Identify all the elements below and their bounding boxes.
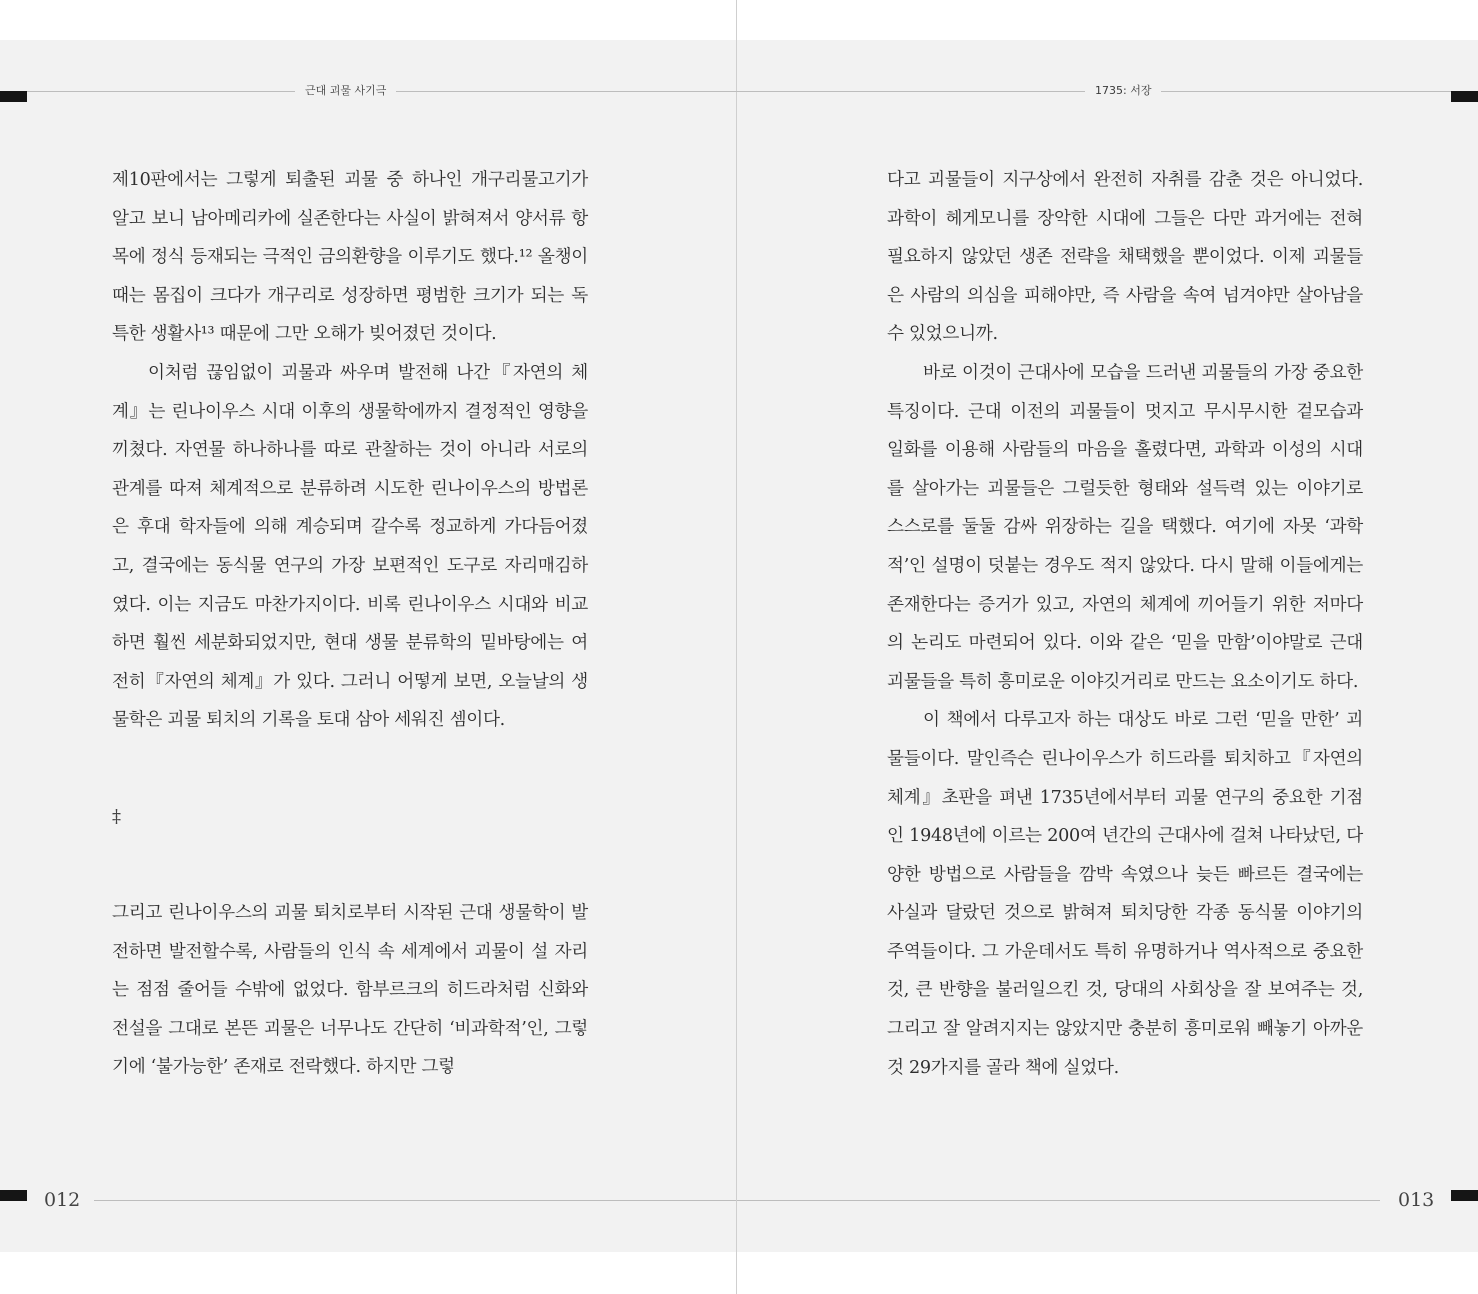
crop-mark-top-right xyxy=(1451,91,1478,102)
right-paragraph-1: 다고 괴물들이 지구상에서 완전히 자취를 감춘 것은 아니었다. 과학이 헤게모니를 장악한 시대에 그들은 다만 과거에는 전혀 필요하지 않았던 생존 전략을 채택했을 뿐이었다. 이제 괴물들은 사람의 의심을 피해야만, 즉 사람을 속여 넘겨야만 살아남을 수 있었으니까. xyxy=(887,170,1363,345)
left-running-head: 근대 괴물 사기극 xyxy=(295,83,396,99)
right-paragraph-2: 바로 이것이 근대사에 모습을 드러낸 괴물들의 가장 중요한 특징이다. 근대 이전의 괴물들이 멋지고 무시무시한 겉모습과 일화를 이용해 사람들의 마음을 홀렸다면, 과학과 이성의 시대를 살아가는 괴물들은 그럴듯한 형태와 설득력 있는 이야기로 스스로를 둘둘 감싸 위장하는 길을 택했다. 여기에 자못 ‘과학적’인 설명이 덧붙는 경우도 적지 않았다. 다시 말해 이들에게는 존재한다는 증거가 있고, 자연의 체계에 끼어들기 위한 저마다의 논리도 마련되어 있다. 이와 같은 ‘믿을 만함’이야말로 근대 괴물들을 특히 흥미로운 이야깃거리로 만드는 요소이기도 하다. xyxy=(887,362,1363,692)
left-paragraph-3: 그리고 린나이우스의 괴물 퇴치로부터 시작된 근대 생물학이 발전하면 발전할수록, 사람들의 인식 속 세계에서 괴물이 설 자리는 점점 줄어들 수밖에 없었다. 함부르크의 히드라처럼 신화와 전설을 그대로 본뜬 괴물은 너무나도 간단히 ‘비과학적’인, 그렇기에 ‘불가능한’ 존재로 전락했다. 하지만 그렇 xyxy=(112,902,588,1078)
right-paragraph-3: 이 책에서 다루고자 하는 대상도 바로 그런 ‘믿을 만한’ 괴물들이다. 말인즉슨 린나이우스가 히드라를 퇴치하고『자연의 체계』초판을 펴낸 1735년에서부터 괴물 연구의 중요한 기점인 1948년에 이르는 200여 년간의 근대사에 걸쳐 나타났던, 다양한 방법으로 사람들을 깜박 속였으나 늦든 빠르든 결국에는 사실과 달랐던 것으로 밝혀져 퇴치당한 각종 동식물 이야기의 주역들이다. 그 가운데서도 특히 유명하거나 역사적으로 중요한 것, 큰 반향을 불러일으킨 것, 당대의 사회상을 잘 보여주는 것, 그리고 잘 알려지지는 않았지만 충분히 흥미로워 빼놓기 아까운 것 29가지를 골라 책에 실었다. xyxy=(887,710,1363,1078)
right-running-head: 1735: 서장 xyxy=(1085,83,1161,99)
book-gutter xyxy=(736,0,737,1294)
left-page-body xyxy=(112,161,588,1087)
crop-mark-bottom-right xyxy=(1451,1190,1478,1201)
right-footer-rule xyxy=(737,1200,1380,1201)
left-page-number: 012 xyxy=(44,1189,81,1211)
section-divider: ‡ xyxy=(112,805,121,827)
header-rule xyxy=(27,91,1451,92)
right-page-number: 013 xyxy=(1398,1189,1435,1211)
crop-mark-bottom-left xyxy=(0,1190,27,1201)
crop-mark-top-left xyxy=(0,91,27,102)
left-paragraph-1: 제10판에서는 그렇게 퇴출된 괴물 중 하나인 개구리물고기가 알고 보니 남아메리카에 실존한다는 사실이 밝혀져서 양서류 항목에 정식 등재되는 극적인 금의환향을 이루기도 했다.¹² 올챙이 때는 몸집이 크다가 개구리로 성장하면 평범한 크기가 되는 독특한 생활사¹³ 때문에 그만 오해가 빚어졌던 것이다. xyxy=(112,170,588,345)
left-footer-rule xyxy=(94,1200,736,1201)
right-page-body xyxy=(887,161,1363,1087)
left-paragraph-2: 이처럼 끊임없이 괴물과 싸우며 발전해 나간『자연의 체계』는 린나이우스 시대 이후의 생물학에까지 결정적인 영향을 끼쳤다. 자연물 하나하나를 따로 관찰하는 것이 아니라 서로의 관계를 따져 체계적으로 분류하려 시도한 린나이우스의 방법론은 후대 학자들에 의해 계승되며 갈수록 정교하게 가다듬어졌고, 결국에는 동식물 연구의 가장 보편적인 도구로 자리매김하였다. 이는 지금도 마찬가지이다. 비록 린나이우스 시대와 비교하면 훨씬 세분화되었지만, 현대 생물 분류학의 밑바탕에는 여전히『자연의 체계』가 있다. 그러니 어떻게 보면, 오늘날의 생물학은 괴물 퇴치의 기록을 토대 삼아 세워진 셈이다. xyxy=(112,362,588,731)
